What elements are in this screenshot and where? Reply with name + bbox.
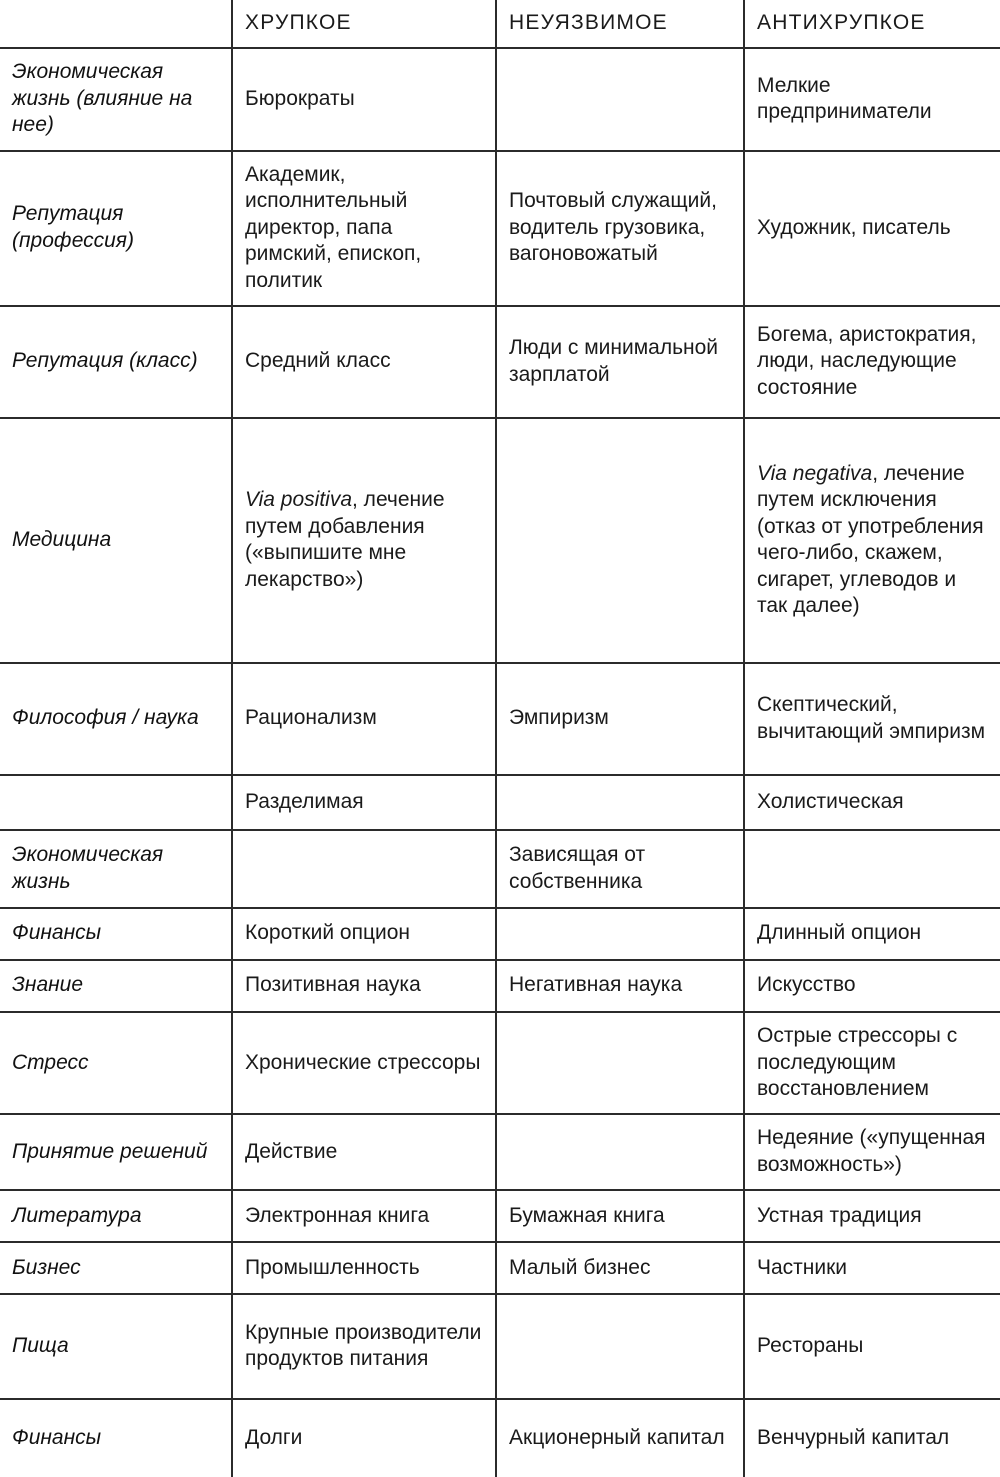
cell-antifragile: Рестораны (744, 1294, 1000, 1399)
cell-robust: Почтовый служащий, водитель грузовика, вагоновожатый (496, 151, 744, 306)
table-body (0, 48, 1000, 1477)
table-row (0, 1114, 1000, 1190)
table-row (0, 960, 1000, 1012)
row-label: Бизнес (0, 1242, 232, 1294)
cell-robust (496, 1114, 744, 1190)
cell-antifragile: Острые стрессоры с последующим восстановлением (744, 1012, 1000, 1114)
cell-fragile: Короткий опцион (232, 908, 496, 960)
table-row (0, 1242, 1000, 1294)
table-row (0, 830, 1000, 908)
table-row (0, 1399, 1000, 1477)
table-row (0, 48, 1000, 150)
column-header-fragile: ХРУПКОЕ (232, 0, 496, 48)
cell-fragile: Промышленность (232, 1242, 496, 1294)
cell-antifragile: Устная традиция (744, 1190, 1000, 1242)
cell-antifragile: Венчурный капитал (744, 1399, 1000, 1477)
table-row (0, 663, 1000, 775)
cell-fragile: Крупные производители продуктов питания (232, 1294, 496, 1399)
cell-fragile: Долги (232, 1399, 496, 1477)
row-label: Знание (0, 960, 232, 1012)
table-row (0, 418, 1000, 663)
cell-fragile: Рационализм (232, 663, 496, 775)
cell-fragile: Бюрократы (232, 48, 496, 150)
cell-robust (496, 1012, 744, 1114)
table-header (0, 0, 1000, 48)
cell-robust (496, 1294, 744, 1399)
row-label: Литература (0, 1190, 232, 1242)
cell-robust (496, 775, 744, 830)
cell-antifragile: Богема, аристократия, люди, наследующие состояние (744, 306, 1000, 418)
cell-antifragile-emphasis: Via negativa (757, 461, 873, 485)
cell-robust (496, 48, 744, 150)
cell-robust: Малый бизнес (496, 1242, 744, 1294)
header-row (0, 0, 1000, 48)
row-label (0, 775, 232, 830)
cell-antifragile: Скептический, вычитающий эмпиризм (744, 663, 1000, 775)
cell-fragile: Позитивная наука (232, 960, 496, 1012)
table-row (0, 1012, 1000, 1114)
cell-fragile: Действие (232, 1114, 496, 1190)
column-header-robust: НЕУЯЗВИМОЕ (496, 0, 744, 48)
row-label: Философия / наука (0, 663, 232, 775)
cell-robust: Негативная наука (496, 960, 744, 1012)
cell-fragile-text: , лечение путем добавления («выпишите мне лекарство») (245, 488, 445, 591)
cell-antifragile: Длинный опцион (744, 908, 1000, 960)
cell-antifragile (744, 830, 1000, 908)
row-label: Медицина (0, 418, 232, 663)
row-label: Репутация (класс) (0, 306, 232, 418)
row-label: Финансы (0, 908, 232, 960)
row-label: Принятие решений (0, 1114, 232, 1190)
cell-fragile-emphasis: Via positiva (245, 488, 353, 512)
cell-robust: Зависящая от собственника (496, 830, 744, 908)
cell-antifragile-text: , лечение путем исключения (отказ от употребления чего-либо, скажем, сигарет, углеводов и так далее) (757, 461, 984, 617)
row-label: Репутация (профессия) (0, 151, 232, 306)
column-header-empty (0, 0, 232, 48)
column-header-antifragile: АНТИХРУПКОЕ (744, 0, 1000, 48)
row-label: Финансы (0, 1399, 232, 1477)
table-row (0, 1190, 1000, 1242)
cell-robust: Бумажная книга (496, 1190, 744, 1242)
cell-robust: Эмпиризм (496, 663, 744, 775)
table-row (0, 306, 1000, 418)
table-row (0, 1294, 1000, 1399)
cell-antifragile: Частники (744, 1242, 1000, 1294)
table-row (0, 908, 1000, 960)
cell-fragile: Электронная книга (232, 1190, 496, 1242)
cell-robust: Люди с минимальной зарплатой (496, 306, 744, 418)
row-label: Экономическая жизнь (0, 830, 232, 908)
cell-antifragile (744, 418, 1000, 663)
cell-fragile: Средний класс (232, 306, 496, 418)
table-row (0, 151, 1000, 306)
cell-robust (496, 418, 744, 663)
cell-robust: Акционерный капитал (496, 1399, 744, 1477)
cell-antifragile: Холистическая (744, 775, 1000, 830)
cell-fragile (232, 830, 496, 908)
cell-fragile: Академик, исполнительный директор, папа римский, епископ, политик (232, 151, 496, 306)
cell-antifragile: Художник, писатель (744, 151, 1000, 306)
row-label: Экономическая жизнь (влияние на нее) (0, 48, 232, 150)
cell-antifragile: Недеяние («упущенная возможность») (744, 1114, 1000, 1190)
table-row (0, 775, 1000, 830)
cell-robust (496, 908, 744, 960)
cell-fragile (232, 418, 496, 663)
cell-antifragile: Мелкие предприниматели (744, 48, 1000, 150)
cell-antifragile: Искусство (744, 960, 1000, 1012)
row-label: Стресс (0, 1012, 232, 1114)
row-label: Пища (0, 1294, 232, 1399)
cell-fragile: Хронические стрессоры (232, 1012, 496, 1114)
cell-fragile: Разделимая (232, 775, 496, 830)
